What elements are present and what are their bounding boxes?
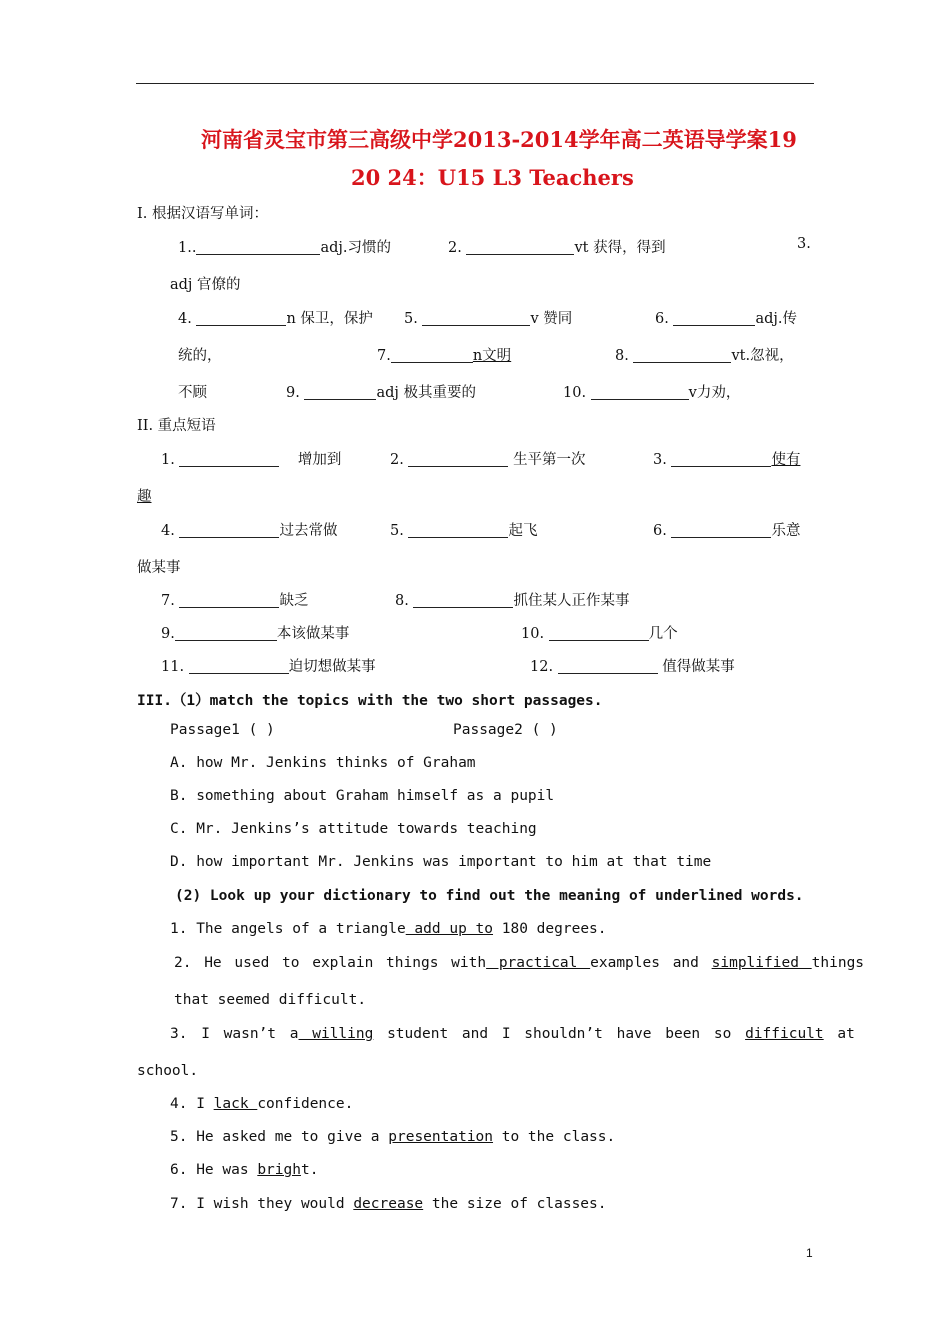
item-label: v力劝， bbox=[688, 385, 741, 401]
section3-part2-heading: (2) Look up your dictionary to find out the meaning of underlined words. bbox=[175, 888, 804, 904]
doc-title-line1: 河南省灵宝市第三高级中学2013-2014学年高二英语导学案19 bbox=[201, 127, 797, 152]
word-item-3-label: adj 官僚的 bbox=[170, 277, 241, 293]
item-number: 2. bbox=[448, 240, 462, 256]
sentence-4: 4. I lack confidence. bbox=[170, 1096, 354, 1112]
item-label: 生平第一次 bbox=[513, 452, 586, 468]
item-number: 8. bbox=[395, 593, 409, 609]
item-number: 4. bbox=[178, 311, 192, 327]
word-item-1 bbox=[178, 236, 391, 257]
item-number: 3. bbox=[797, 236, 811, 252]
top-rule bbox=[136, 83, 814, 84]
sentence-1: 1. The angels of a triangle add up to 180 degrees. bbox=[170, 921, 607, 937]
item-label: adj 极其重要的 bbox=[376, 385, 476, 401]
item-number: 5. bbox=[404, 311, 418, 327]
phrase-item-11 bbox=[161, 655, 376, 676]
answer-blank bbox=[304, 384, 376, 400]
item-label: n文明 bbox=[472, 348, 512, 364]
option-c: C. Mr. Jenkins’s attitude towards teaching bbox=[170, 821, 537, 837]
answer-blank bbox=[633, 347, 731, 363]
option-a: A. how Mr. Jenkins thinks of Graham bbox=[170, 755, 476, 771]
phrase-item-1 bbox=[161, 448, 341, 469]
item-number: 6. bbox=[653, 523, 667, 539]
item-number: 9. bbox=[161, 626, 175, 642]
answer-blank bbox=[175, 625, 277, 641]
answer-blank bbox=[179, 592, 279, 608]
sentence-3: 3. I wasn’t a willing student and I shouldn’t have been so difficult at bbox=[170, 1026, 855, 1042]
word-item-8-cont: 不顾 bbox=[178, 385, 207, 401]
item-label: 起飞 bbox=[508, 523, 538, 539]
item-label: 抓住某人正作某事 bbox=[513, 593, 630, 609]
word-item-7 bbox=[377, 344, 511, 365]
word-item-3 bbox=[797, 236, 811, 252]
item-number: 9. bbox=[286, 385, 300, 401]
underlined-word: add up to bbox=[405, 921, 494, 937]
answer-blank bbox=[196, 239, 320, 255]
answer-blank bbox=[196, 310, 286, 326]
underlined-word: lack bbox=[213, 1096, 258, 1112]
item-number: 11. bbox=[161, 659, 185, 675]
item-label: 使有 bbox=[771, 452, 801, 468]
section1-heading: I. 根据汉语写单词： bbox=[137, 206, 268, 222]
answer-blank bbox=[391, 347, 473, 363]
item-number: 3. bbox=[653, 452, 667, 468]
answer-blank bbox=[422, 310, 530, 326]
word-item-9 bbox=[286, 381, 476, 402]
underlined-word: willing bbox=[298, 1026, 374, 1042]
answer-blank bbox=[179, 522, 279, 538]
underlined-word: simplified bbox=[711, 955, 812, 971]
item-number: 10. bbox=[521, 626, 545, 642]
sentence-2: 2. He used to explain things with practical examples and simplified things bbox=[174, 955, 865, 971]
item-label: vt 获得，得到 bbox=[574, 240, 666, 256]
answer-blank bbox=[189, 658, 289, 674]
passage2-answer: Passage2 ( ) bbox=[453, 722, 558, 738]
underlined-word: decrease bbox=[353, 1196, 424, 1212]
word-item-2 bbox=[448, 236, 666, 257]
doc-title-line2: 20 24：U15 L3 Teachers bbox=[351, 165, 634, 190]
answer-blank bbox=[549, 625, 649, 641]
item-number: 12. bbox=[530, 659, 554, 675]
section3-part1-heading: III.（1）match the topics with the two short passages. bbox=[137, 693, 603, 709]
answer-blank bbox=[558, 658, 658, 674]
word-item-10 bbox=[563, 381, 740, 402]
phrase-item-9 bbox=[161, 622, 349, 643]
answer-blank bbox=[408, 451, 508, 467]
item-number: 1. bbox=[161, 452, 175, 468]
underlined-word: practical bbox=[486, 955, 591, 971]
item-number: 5. bbox=[390, 523, 404, 539]
phrase-item-3 bbox=[653, 448, 800, 469]
answer-blank bbox=[408, 522, 508, 538]
item-label: adj.习惯的 bbox=[320, 240, 391, 256]
page-number: 1 bbox=[806, 1246, 813, 1260]
word-item-8 bbox=[615, 344, 794, 365]
answer-blank bbox=[466, 239, 574, 255]
word-item-6 bbox=[655, 307, 797, 328]
answer-blank bbox=[671, 522, 771, 538]
item-number: 6. bbox=[655, 311, 669, 327]
underlined-word: brigh bbox=[257, 1162, 301, 1178]
word-item-5 bbox=[404, 307, 572, 328]
item-number: 1.. bbox=[178, 240, 197, 256]
item-label: vt.忽视， bbox=[731, 348, 794, 364]
item-label: 值得做某事 bbox=[662, 659, 735, 675]
answer-blank bbox=[413, 592, 513, 608]
phrase-item-2 bbox=[390, 448, 586, 469]
phrase-item-12 bbox=[530, 655, 735, 676]
item-number: 8. bbox=[615, 348, 629, 364]
item-label: n 保卫，保护 bbox=[286, 311, 373, 327]
answer-blank bbox=[179, 451, 279, 467]
sentence-3-cont: school. bbox=[137, 1063, 199, 1079]
option-d: D. how important Mr. Jenkins was important to him at that time bbox=[170, 854, 712, 870]
item-label: 乐意 bbox=[771, 523, 801, 539]
phrase-item-6 bbox=[653, 519, 800, 540]
answer-blank bbox=[673, 310, 755, 326]
word-item-4 bbox=[178, 307, 373, 328]
item-label: 缺乏 bbox=[279, 593, 309, 609]
phrase-item-6-cont: 做某事 bbox=[137, 560, 181, 576]
item-label: 增加到 bbox=[297, 452, 342, 468]
item-label: 几个 bbox=[648, 626, 678, 642]
section2-heading: II. 重点短语 bbox=[137, 418, 216, 434]
item-number: 7. bbox=[377, 348, 391, 364]
phrase-item-3-cont: 趣 bbox=[137, 489, 152, 505]
item-number: 10. bbox=[563, 385, 587, 401]
item-number: 4. bbox=[161, 523, 175, 539]
item-number: 2. bbox=[390, 452, 404, 468]
phrase-item-8 bbox=[395, 589, 629, 610]
underlined-word: presentation bbox=[388, 1129, 494, 1145]
item-number: 7. bbox=[161, 593, 175, 609]
answer-blank bbox=[591, 384, 689, 400]
item-label: 迫切想做某事 bbox=[288, 659, 376, 675]
word-item-6-cont: 统的， bbox=[178, 348, 222, 364]
item-label: adj.传 bbox=[755, 311, 797, 327]
sentence-6: 6. He was bright. bbox=[170, 1162, 319, 1178]
passage1-answer: Passage1 ( ) bbox=[170, 722, 275, 738]
item-label: v 赞同 bbox=[530, 311, 573, 327]
sentence-5: 5. He asked me to give a presentation to the class. bbox=[170, 1129, 616, 1145]
sentence-7: 7. I wish they would decrease the size of classes. bbox=[170, 1196, 607, 1212]
item-label: 过去常做 bbox=[279, 523, 338, 539]
phrase-item-10 bbox=[521, 622, 678, 643]
underlined-word: difficult bbox=[745, 1026, 824, 1042]
phrase-item-4 bbox=[161, 519, 337, 540]
phrase-item-7 bbox=[161, 589, 308, 610]
phrase-item-5 bbox=[390, 519, 537, 540]
option-b: B. something about Graham himself as a pupil bbox=[170, 788, 555, 804]
item-label: 本该做某事 bbox=[276, 626, 350, 642]
sentence-2-cont: that seemed difficult. bbox=[174, 992, 367, 1008]
answer-blank bbox=[671, 451, 771, 467]
